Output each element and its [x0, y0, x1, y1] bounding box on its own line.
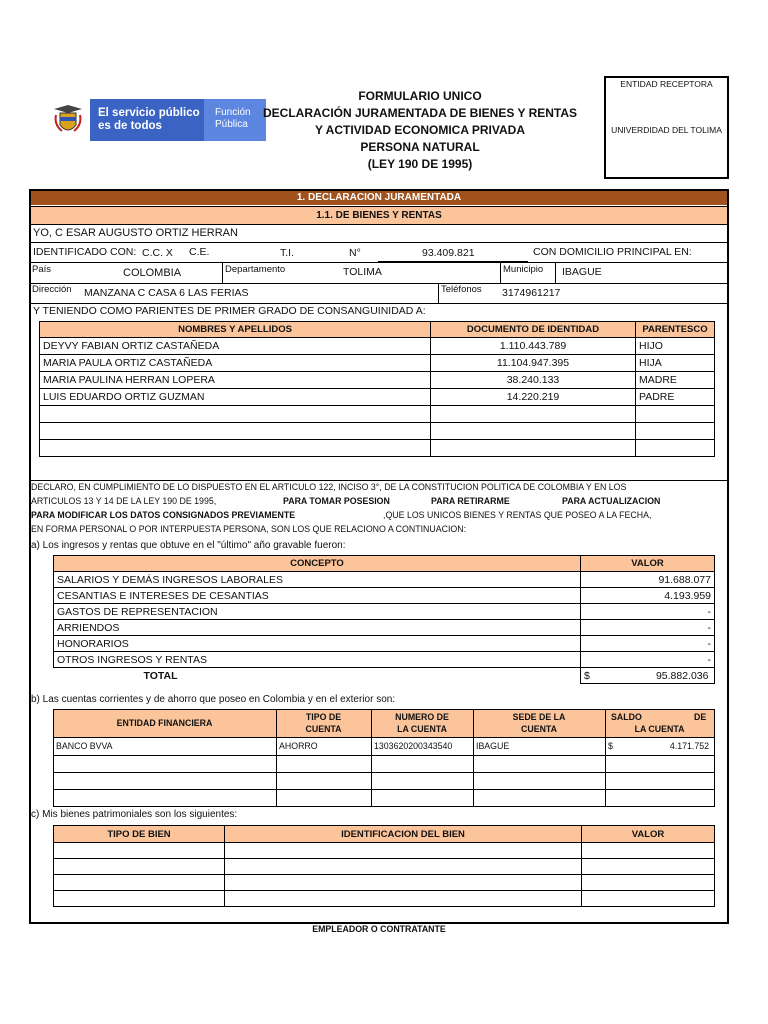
pariente-nombre[interactable]: LUIS EDUARDO ORTIZ GUZMAN — [40, 389, 431, 406]
government-logo — [46, 99, 266, 141]
total-row — [54, 668, 715, 684]
table-row — [40, 355, 715, 372]
table-row — [54, 620, 715, 636]
concepto: HONORARIOS — [54, 636, 581, 652]
option-tomar-posesion[interactable]: PARA TOMAR POSESION — [283, 496, 390, 506]
col-saldo-1: SALDO — [611, 712, 642, 722]
total-value — [581, 668, 715, 684]
col-tipo-bien: TIPO DE BIEN — [54, 826, 225, 843]
cuenta-numero[interactable]: 1303620200343540 — [374, 741, 453, 751]
col-tipo-1: TIPO DE — [305, 712, 342, 722]
telefonos-label: Teléfonos — [441, 284, 482, 295]
valor[interactable]: 91.688.077 — [581, 572, 715, 588]
domicilio-label: CON DOMICILIO PRINCIPAL EN: — [533, 246, 692, 258]
bienes-table — [53, 825, 715, 907]
logo-text — [98, 107, 200, 133]
table-row — [40, 423, 715, 440]
row-line — [53, 772, 715, 773]
concepto: SALARIOS Y DEMÁS INGRESOS LABORALES — [54, 572, 581, 588]
table-row — [54, 636, 715, 652]
cuenta-moneda: $ — [608, 741, 613, 751]
pariente-documento[interactable] — [431, 406, 636, 423]
col-valor: VALOR — [581, 556, 715, 572]
divider — [31, 303, 727, 304]
declaro-que: ,QUE LOS UNICOS BIENES Y RENTAS QUE POSEO A LA FECHA, — [383, 510, 652, 520]
table-row — [54, 843, 715, 859]
valor[interactable]: - — [581, 652, 715, 668]
concepto: OTROS INGRESOS Y RENTAS — [54, 652, 581, 668]
table-row — [40, 372, 715, 389]
bien-valor[interactable] — [582, 843, 715, 859]
table-row — [54, 604, 715, 620]
pariente-documento[interactable]: 1.110.443.789 — [431, 338, 636, 355]
parientes-table — [39, 321, 715, 457]
col-documento: DOCUMENTO DE IDENTIDAD — [431, 322, 636, 338]
concepto: CESANTIAS E INTERESES DE CESANTIAS — [54, 588, 581, 604]
coat-of-arms-icon — [46, 99, 90, 141]
logo-right-text — [215, 107, 251, 131]
title-line-3: Y ACTIVIDAD ECONOMICA PRIVADA — [314, 123, 525, 137]
option-modificar[interactable]: PARA MODIFICAR LOS DATOS CONSIGNADOS PREVIAMENTE — [31, 510, 296, 520]
pariente-nombre[interactable]: MARIA PAULA ORTIZ CASTAÑEDA — [40, 355, 431, 372]
table-row — [40, 440, 715, 457]
pais-label: País — [32, 264, 52, 275]
bien-valor[interactable] — [582, 859, 715, 875]
divider — [31, 283, 727, 284]
vline — [222, 262, 223, 283]
table-row — [54, 875, 715, 891]
col-identificacion: IDENTIFICACION DEL BIEN — [225, 826, 582, 843]
direccion-label: Dirección — [32, 284, 72, 295]
total-label: TOTAL — [54, 668, 581, 684]
section-1-header: 1. DECLARACION JURAMENTADA — [31, 191, 727, 205]
section-1-1-header: 1.1. DE BIENES Y RENTAS — [31, 206, 727, 225]
bien-tipo[interactable] — [54, 859, 225, 875]
ingresos-intro: a) Los ingresos y rentas que obtuve en el "último" año gravable fueron: — [31, 540, 346, 551]
cuenta-sede[interactable]: IBAGUE — [476, 741, 510, 751]
bien-identificacion[interactable] — [225, 875, 582, 891]
pariente-nombre[interactable]: DEYVY FABIAN ORTIZ CASTAÑEDA — [40, 338, 431, 355]
col-saldo-de: DE — [694, 712, 707, 722]
pariente-parentesco[interactable]: HIJA — [636, 355, 715, 372]
divider — [31, 480, 727, 481]
declarant-name: YO, C ESAR AUGUSTO ORTIZ HERRAN — [33, 227, 238, 239]
pariente-documento[interactable]: 14.220.219 — [431, 389, 636, 406]
pariente-parentesco[interactable]: MADRE — [636, 372, 715, 389]
pariente-documento[interactable]: 38.240.133 — [431, 372, 636, 389]
col-parentesco: PARENTESCO — [636, 322, 715, 338]
title-line-4: PERSONA NATURAL — [360, 140, 480, 154]
concepto: GASTOS DE REPRESENTACION — [54, 604, 581, 620]
option-retirarme[interactable]: PARA RETIRARME — [431, 496, 510, 506]
row-line — [53, 806, 715, 807]
pariente-nombre[interactable]: MARIA PAULINA HERRAN LOPERA — [40, 372, 431, 389]
logo-right-2: Pública — [215, 119, 248, 130]
row-line — [53, 755, 715, 756]
bien-tipo[interactable] — [54, 891, 225, 907]
id-number-label: N° — [349, 247, 361, 259]
bien-valor[interactable] — [582, 875, 715, 891]
valor[interactable]: - — [581, 620, 715, 636]
bienes-intro: c) Mis bienes patrimoniales son los siguientes: — [31, 809, 238, 820]
direccion-value[interactable]: MANZANA C CASA 6 LAS FERIAS — [84, 287, 249, 299]
row-line — [53, 789, 715, 790]
telefonos-value[interactable]: 3174961217 — [502, 287, 561, 299]
vline — [555, 262, 556, 283]
bien-valor[interactable] — [582, 891, 715, 907]
pariente-parentesco[interactable] — [636, 440, 715, 457]
cuenta-entidad[interactable]: BANCO BVVA — [56, 741, 113, 751]
col-nombres: NOMBRES Y APELLIDOS — [40, 322, 431, 338]
title-line-5: (LEY 190 DE 1995) — [367, 157, 473, 171]
entidad-receptora-box — [604, 76, 729, 179]
col-valor-bien: VALOR — [582, 826, 715, 843]
title-line-2: DECLARACIÓN JURAMENTADA DE BIENES Y RENTAS — [262, 106, 578, 120]
ingresos-table — [53, 555, 715, 684]
bien-identificacion[interactable] — [225, 843, 582, 859]
valor[interactable]: 4.193.959 — [581, 588, 715, 604]
col-numero-2: LA CUENTA — [397, 724, 447, 734]
pariente-parentesco[interactable] — [636, 406, 715, 423]
logo-line-2: es de todos — [98, 120, 162, 132]
entidad-value: UNIVERDIDAD DEL TOLIMA — [611, 125, 722, 135]
cuentas-intro: b) Las cuentas corrientes y de ahorro que poseo en Colombia y en el exterior son: — [31, 694, 396, 705]
table-row — [54, 859, 715, 875]
vline — [438, 283, 439, 303]
cuenta-tipo[interactable]: AHORRO — [279, 741, 318, 751]
table-row — [54, 652, 715, 668]
bien-tipo[interactable] — [54, 843, 225, 859]
pariente-parentesco[interactable]: PADRE — [636, 389, 715, 406]
id-type-ce[interactable]: C.E. — [189, 246, 210, 258]
pariente-parentesco[interactable] — [636, 423, 715, 440]
departamento-value[interactable]: TOLIMA — [343, 266, 382, 278]
id-number-value[interactable]: 93.409.821 — [422, 247, 475, 259]
pariente-nombre[interactable] — [40, 406, 431, 423]
declaro-line-4: EN FORMA PERSONAL O POR INTERPUESTA PERSONA, SON LOS QUE RELACIONO A CONTINUACION: — [31, 524, 467, 534]
title-line-1: FORMULARIO UNICO — [358, 89, 482, 103]
id-type-cc[interactable]: C.C. X — [142, 247, 173, 259]
total-amount: 95.882.036 — [655, 669, 709, 682]
logo-right-1: Función — [215, 107, 251, 118]
col-tipo-2: CUENTA — [305, 724, 342, 734]
concepto: ARRIENDOS — [54, 620, 581, 636]
col-concepto: CONCEPTO — [54, 556, 581, 572]
col-sede-1: SEDE DE LA — [512, 712, 566, 722]
valor[interactable]: - — [581, 636, 715, 652]
table-row — [54, 572, 715, 588]
form-title — [260, 88, 580, 173]
pariente-parentesco[interactable]: HIJO — [636, 338, 715, 355]
identificado-label: IDENTIFICADO CON: — [33, 246, 137, 258]
cuenta-saldo[interactable]: 4.171.752 — [669, 741, 709, 751]
col-saldo-2: LA CUENTA — [634, 724, 685, 734]
logo-line-1: El servicio público — [98, 107, 200, 119]
municipio-value[interactable]: IBAGUE — [562, 266, 602, 278]
parientes-intro: Y TENIENDO COMO PARIENTES DE PRIMER GRADO DE CONSANGUINIDAD A: — [33, 305, 426, 317]
footer-label: EMPLEADOR O CONTRATANTE — [312, 924, 446, 934]
table-row — [40, 389, 715, 406]
entidad-label: ENTIDAD RECEPTORA — [620, 79, 713, 89]
vline — [500, 262, 501, 283]
municipio-label: Municipio — [503, 264, 544, 275]
bien-identificacion[interactable] — [225, 859, 582, 875]
pariente-documento[interactable] — [431, 423, 636, 440]
col-entidad: ENTIDAD FINANCIERA — [116, 718, 213, 728]
divider — [31, 242, 727, 243]
col-numero-1: NUMERO DE — [395, 712, 449, 722]
table-row — [40, 338, 715, 355]
declaro-line-2: ARTICULOS 13 Y 14 DE LA LEY 190 DE 1995, — [31, 496, 217, 506]
departamento-label: Departamento — [225, 264, 286, 275]
col-sede-2: CUENTA — [521, 724, 557, 734]
table-row — [54, 588, 715, 604]
table-row — [40, 406, 715, 423]
pais-value[interactable]: COLOMBIA — [123, 267, 182, 279]
id-type-ti[interactable]: T.I. — [280, 247, 295, 259]
bien-tipo[interactable] — [54, 875, 225, 891]
valor[interactable]: - — [581, 604, 715, 620]
pariente-documento[interactable] — [431, 440, 636, 457]
option-actualizacion[interactable]: PARA ACTUALIZACION — [562, 496, 661, 506]
col-line — [714, 709, 715, 807]
cuentas-table — [53, 709, 715, 807]
pariente-documento[interactable]: 11.104.947.395 — [431, 355, 636, 372]
table-row — [54, 891, 715, 907]
pariente-nombre[interactable] — [40, 423, 431, 440]
declaro-line-1: DECLARO, EN CUMPLIMIENTO DE LO DISPUESTO EN EL ARTICULO 122, INCISO 3°, DE LA CONSTITUCION POLITICA DE COLOMBIA Y EN LOS — [31, 482, 627, 492]
total-currency: $ — [584, 669, 590, 682]
pariente-nombre[interactable] — [40, 440, 431, 457]
bien-identificacion[interactable] — [225, 891, 582, 907]
divider — [31, 262, 727, 263]
